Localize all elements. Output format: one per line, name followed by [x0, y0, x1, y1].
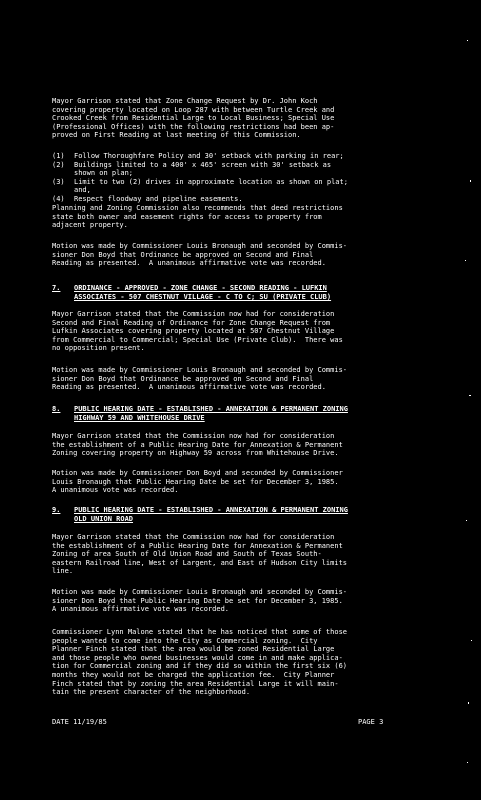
- text-line: proved on First Reading at last meeting of this Commission.: [52, 131, 301, 140]
- text-line: Motion was made by Commissioner Louis Bronaugh and seconded by Commis-: [52, 242, 348, 250]
- list-item-label: (1): [52, 152, 65, 160]
- paragraph-motion-4: [52, 588, 452, 614]
- scan-noise: [455, 0, 475, 800]
- section-title-line: PUBLIC HEARING DATE - ESTABLISHED - ANNEXATION & PERMANENT ZONING: [74, 405, 348, 413]
- text-line: Zoning of area South of Old Union Road and South of Texas South-: [52, 550, 322, 559]
- list-item-label: (2): [52, 160, 65, 169]
- section-title-line: OLD UNION ROAD: [74, 514, 134, 523]
- text-line: tain the present character of the neighborhood.: [52, 688, 251, 697]
- paragraph-koch-zone-change: [52, 97, 452, 140]
- paragraph-motion-1: [52, 242, 452, 268]
- text-line: Reading as presented. A unanimous affirmative vote was recorded.: [52, 383, 326, 392]
- section-number: 8.: [52, 405, 61, 413]
- text-line: the establishment of a Public Hearing Date for Annexation & Permanent: [52, 541, 343, 550]
- section-title-line: ORDINANCE - APPROVED - ZONE CHANGE - SECOND READING - LUFKIN: [74, 284, 327, 292]
- list-item-text: and,: [74, 186, 91, 195]
- section-number: 7.: [52, 284, 61, 292]
- text-line: eastern Railroad line, West of Largent, and East of Hudson City limits: [52, 558, 348, 567]
- text-line: Mayor Garrison stated that Zone Change Request by Dr. John Koch: [52, 97, 318, 105]
- restrictions-list: [52, 152, 452, 204]
- list-item-text: Limit to two (2) drives in approximate location as shown on plat;: [74, 177, 348, 186]
- text-line: and those people who owned businesses would come in and make applica-: [52, 653, 343, 662]
- text-line: Motion was made by Commissioner Louis Bronaugh and seconded by Commis-: [52, 588, 348, 596]
- section-title-line: ASSOCIATES - 507 CHESTNUT VILLAGE - C TO C; SU (PRIVATE CLUB): [74, 292, 332, 301]
- footer-page-number: PAGE 3: [358, 718, 384, 726]
- paragraph-motion-2: [52, 366, 452, 392]
- list-item-label: (3): [52, 177, 65, 186]
- text-line: Crooked Creek from Residential Large to Local Business; Special Use: [52, 114, 335, 123]
- text-line: Commissioner Lynn Malone stated that he has noticed that some of those: [52, 628, 348, 636]
- text-line: tion for Commercial zoning and if they did so within the first six (6): [52, 662, 348, 671]
- section-heading-7: [52, 284, 452, 301]
- text-line: people wanted to come into the City as Commercial zoning. City: [52, 636, 318, 645]
- text-line: Mayor Garrison stated that the Commission now had for consideration: [52, 310, 335, 318]
- list-item: [52, 178, 452, 195]
- text-line: Motion was made by Commissioner Louis Bronaugh and seconded by Commis-: [52, 366, 348, 374]
- list-item: [52, 152, 452, 161]
- text-line: (Professional Offices) with the following restrictions had been ap-: [52, 122, 335, 131]
- text-line: adjacent property.: [52, 221, 128, 230]
- section-number: 9.: [52, 506, 61, 514]
- section-title-line: PUBLIC HEARING DATE - ESTABLISHED - ANNEXATION & PERMANENT ZONING: [74, 506, 348, 514]
- text-line: Zoning covering property on Highway 59 across from Whitehouse Drive.: [52, 449, 339, 458]
- text-line: Mayor Garrison stated that the Commission now had for consideration: [52, 533, 335, 541]
- section-title-line: HIGHWAY 59 AND WHITEHOUSE DRIVE: [74, 413, 205, 422]
- text-line: sioner Don Boyd that Ordinance be approved on Second and Final: [52, 374, 314, 383]
- text-line: Lufkin Associates covering property located at 507 Chestnut Village: [52, 327, 335, 336]
- list-item: [52, 161, 452, 178]
- list-item-label: (4): [52, 194, 65, 203]
- paragraph-malone-comment: [52, 628, 452, 697]
- paragraph-highway-59: [52, 432, 452, 458]
- paragraph-motion-3: [52, 469, 452, 495]
- text-line: A unanimous affirmative vote was recorded.: [52, 605, 230, 614]
- text-line: Finch stated that by zoning the area Residential Large it will main-: [52, 679, 339, 688]
- paragraph-lufkin-associates: [52, 310, 452, 353]
- text-line: the establishment of a Public Hearing Date for Annexation & Permanent: [52, 440, 343, 449]
- text-line: Planning and Zoning Commission also recommends that deed restrictions: [52, 204, 343, 212]
- text-line: sioner Don Boyd that Ordinance be approved on Second and Final: [52, 250, 314, 259]
- section-heading-9: [52, 506, 452, 523]
- section-heading-8: [52, 405, 452, 422]
- list-item-text: Follow Thoroughfare Policy and 30' setback with parking in rear;: [74, 152, 344, 160]
- text-line: A unanimous vote was recorded.: [52, 486, 179, 495]
- text-line: Motion was made by Commissioner Don Boyd and seconded by Commissioner: [52, 469, 343, 477]
- text-line: sioner Don Boyd that Public Hearing Date be set for December 3, 1985.: [52, 596, 343, 605]
- footer-date: DATE 11/19/85: [52, 718, 107, 726]
- text-line: covering property located on Loop 287 with between Turtle Creek and: [52, 105, 335, 114]
- text-line: Reading as presented. A unanimous affirmative vote was recorded.: [52, 259, 326, 268]
- list-item-text: Respect floodway and pipeline easements.: [74, 194, 243, 203]
- list-item-text: shown on plan;: [74, 169, 134, 178]
- text-line: Planner Finch stated that the area would be zoned Residential Large: [52, 645, 335, 654]
- text-line: from Commercial to Commercial; Special Use (Private Club). There was: [52, 335, 343, 344]
- text-line: Louis Bronaugh that Public Hearing Date be set for December 3, 1985.: [52, 477, 339, 486]
- paragraph-pz-recommendation: [52, 204, 452, 230]
- text-line: no opposition present.: [52, 344, 145, 353]
- text-line: state both owner and easement rights for access to property from: [52, 212, 322, 221]
- text-line: Mayor Garrison stated that the Commission now had for consideration: [52, 432, 335, 440]
- paragraph-old-union-road: [52, 533, 452, 576]
- list-item-text: Buildings limited to a 400' x 465' screen with 30' setback as: [74, 160, 332, 169]
- text-line: months they would not be charged the application fee. City Planner: [52, 670, 335, 679]
- list-item: [52, 195, 452, 204]
- text-line: Second and Final Reading of Ordinance for Zone Change Request from: [52, 318, 331, 327]
- text-line: line.: [52, 567, 74, 576]
